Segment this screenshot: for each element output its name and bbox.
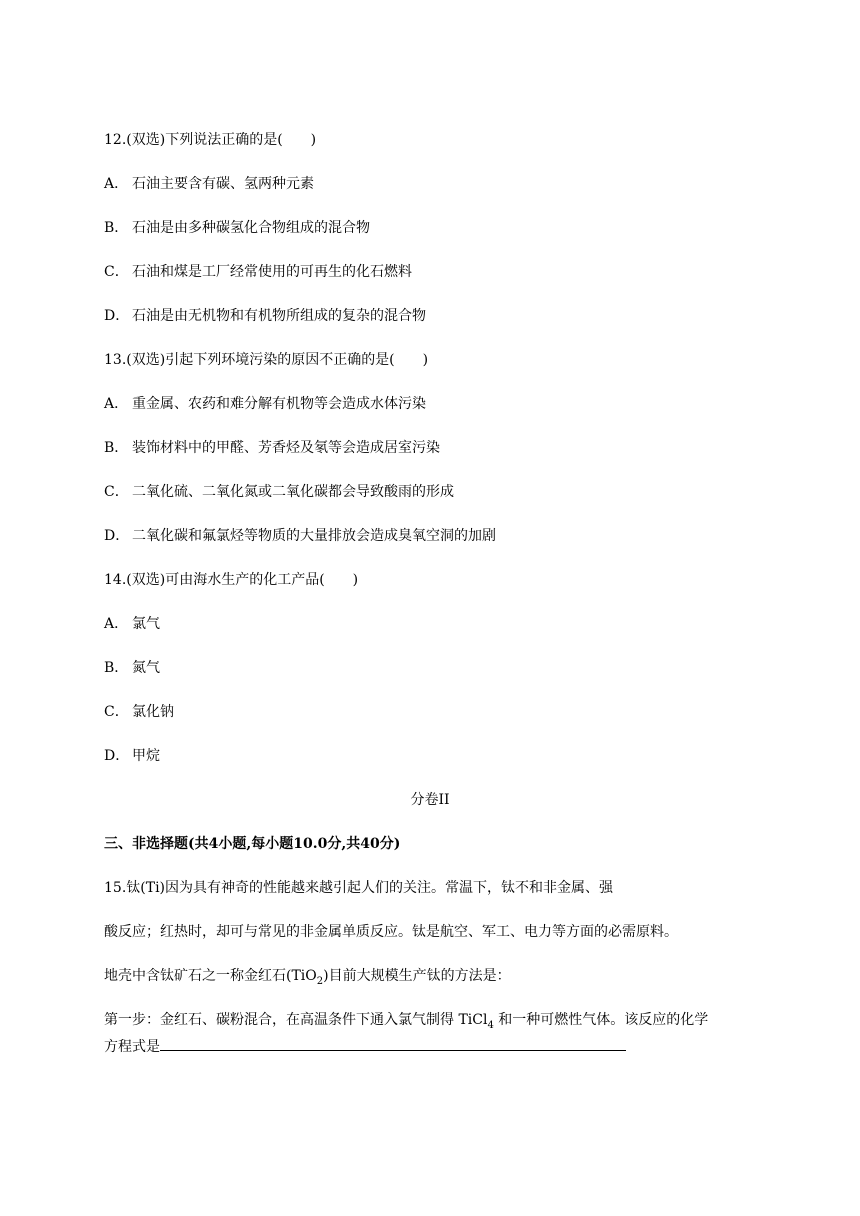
q13-option-b bbox=[104, 438, 440, 458]
option-letter: D． bbox=[104, 528, 130, 544]
q14-option-c bbox=[104, 702, 174, 722]
question-15-line-1: 15.钛(Ti)因为具有神奇的性能越来越引起人们的关注。常温下，钛不和非金属、强 bbox=[104, 880, 614, 896]
question-14-stem: 14.(双选)可由海水生产的化工产品( ) bbox=[104, 572, 359, 588]
option-text: 重金属、农药和难分解有机物等会造成水体污染 bbox=[132, 396, 426, 412]
option-letter: C． bbox=[104, 704, 129, 720]
text-segment: 和一种可燃性气体。该反应的化学 bbox=[493, 1012, 709, 1028]
section-heading: 三、非选择题(共4小题,每小题10.0分,共40分) bbox=[104, 836, 401, 852]
option-letter: A． bbox=[104, 616, 129, 632]
q12-option-b bbox=[104, 218, 370, 238]
option-text: 装饰材料中的甲醛、芳香烃及氡等会造成居室污染 bbox=[132, 440, 440, 456]
option-text: 石油和煤是工厂经常使用的可再生的化石燃料 bbox=[132, 264, 412, 280]
option-letter: B． bbox=[104, 220, 129, 236]
option-text: 二氧化碳和氟氯烃等物质的大量排放会造成臭氧空洞的加剧 bbox=[132, 528, 496, 544]
question-13-stem: 13.(双选)引起下列环境污染的原因不正确的是( ) bbox=[104, 352, 429, 368]
option-letter: D． bbox=[104, 748, 130, 764]
question-15-line-5 bbox=[104, 1036, 626, 1057]
q13-option-a bbox=[104, 394, 426, 414]
q12-option-a bbox=[104, 174, 314, 194]
option-text: 石油主要含有碳、氢两种元素 bbox=[132, 176, 314, 192]
q14-option-a bbox=[104, 614, 160, 634]
q13-option-d bbox=[104, 526, 496, 546]
text-segment: )目前大规模生产钛的方法是： bbox=[323, 968, 511, 984]
option-letter: B． bbox=[104, 660, 129, 676]
q12-option-d bbox=[104, 306, 426, 326]
option-text: 氮气 bbox=[132, 660, 160, 676]
answer-blank[interactable] bbox=[160, 1036, 626, 1051]
question-15-line-2: 酸反应；红热时，却可与常见的非金属单质反应。钛是航空、军工、电力等方面的必需原料。 bbox=[104, 924, 678, 940]
option-text: 氯气 bbox=[132, 616, 160, 632]
text-segment: 方程式是 bbox=[104, 1039, 160, 1055]
option-letter: C． bbox=[104, 484, 129, 500]
option-letter: D． bbox=[104, 308, 130, 324]
option-text: 石油是由多种碳氢化合物组成的混合物 bbox=[132, 220, 370, 236]
q14-option-d bbox=[104, 746, 160, 766]
q13-option-c bbox=[104, 482, 454, 502]
subscript: 4 bbox=[487, 1019, 494, 1031]
option-text: 石油是由无机物和有机物所组成的复杂的混合物 bbox=[132, 308, 426, 324]
question-15-line-3 bbox=[104, 966, 511, 992]
question-12-stem: 12.(双选)下列说法正确的是( ) bbox=[104, 132, 317, 148]
question-15-line-4 bbox=[104, 1010, 708, 1036]
option-text: 二氧化硫、二氧化氮或二氧化碳都会导致酸雨的形成 bbox=[132, 484, 454, 500]
volume-title: 分卷II bbox=[410, 792, 450, 808]
q14-option-b bbox=[104, 658, 160, 678]
option-text: 氯化钠 bbox=[132, 704, 174, 720]
text-segment: 第一步：金红石、碳粉混合，在高温条件下通入氯气制得 TiCl bbox=[104, 1012, 488, 1028]
text-segment: 地壳中含钛矿石之一称金红石(TiO bbox=[104, 968, 317, 984]
option-letter: A． bbox=[104, 396, 129, 412]
option-letter: C． bbox=[104, 264, 129, 280]
option-text: 甲烷 bbox=[132, 748, 160, 764]
q12-option-c bbox=[104, 262, 412, 282]
subscript: 2 bbox=[316, 975, 324, 987]
option-letter: A． bbox=[104, 176, 129, 192]
option-letter: B． bbox=[104, 440, 129, 456]
